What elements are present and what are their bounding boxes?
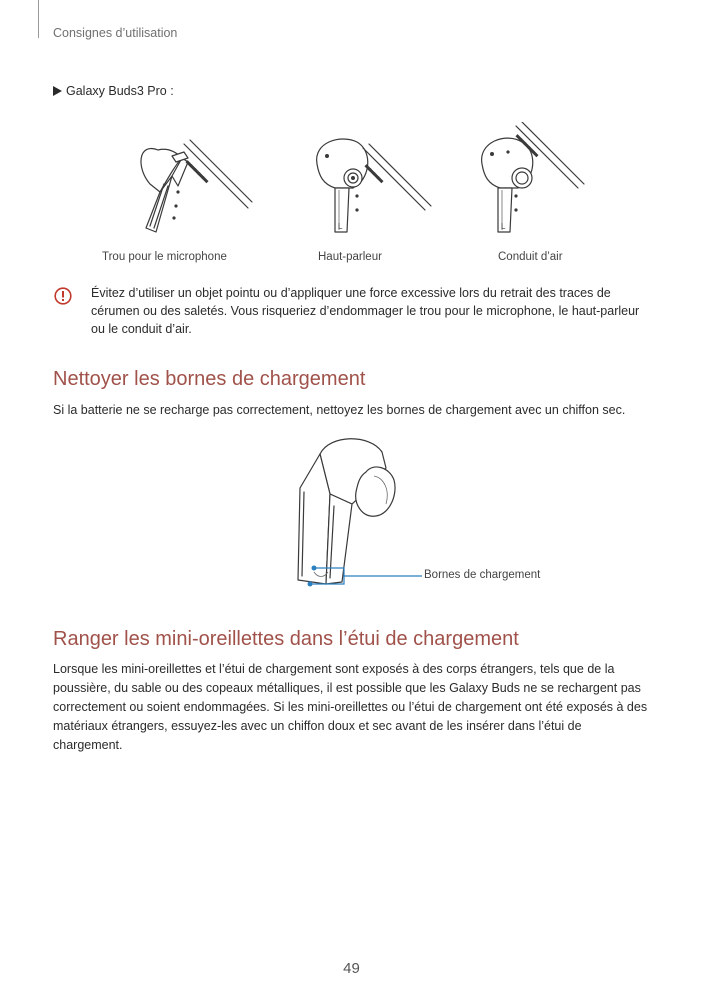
side-marking: L bbox=[338, 222, 343, 231]
earbud-charging-contacts-illustration bbox=[290, 432, 530, 592]
side-marking: L bbox=[501, 222, 506, 231]
section-heading-charging-contacts: Nettoyer les bornes de chargement bbox=[53, 368, 366, 390]
earbud-air-duct-illustration bbox=[470, 122, 585, 240]
model-label: Galaxy Buds3 Pro : bbox=[66, 84, 174, 98]
section-body-charging-contacts: Si la batterie ne se recharge pas correctement, nettoyez les bornes de chargement avec un chiffon sec. bbox=[53, 403, 626, 417]
bullet-arrow-icon bbox=[53, 86, 62, 96]
earbud-microphone-illustration bbox=[128, 128, 253, 240]
margin-rule bbox=[38, 0, 39, 38]
caption-speaker: Haut-parleur bbox=[318, 251, 382, 263]
section-body-store-earbuds: Lorsque les mini-oreillettes et l’étui de chargement sont exposés à des corps étrangers, tels que de la poussière, du sable ou des copeaux métalliques, il est possible que les Galaxy Buds ne se rechargent pas correctement ou soient endommagées. Si les mini-oreillettes ou l’étui de chargement ont été exposés à des matériaux étrangers, essuyez-les avec un chiffon doux et sec avant de les insérer dans l’étui de chargement. bbox=[53, 662, 648, 752]
caption-microphone-hole: Trou pour le microphone bbox=[102, 251, 227, 263]
earbud-speaker-illustration bbox=[305, 128, 435, 240]
section-heading-store-earbuds: Ranger les mini-oreillettes dans l’étui de chargement bbox=[53, 628, 519, 650]
warning-text: Évitez d’utiliser un objet pointu ou d’appliquer une force excessive lors du retrait des traces de cérumen ou des saletés. Vous risqueriez d’endommager le trou pour le microphone, le haut-parleur ou le conduit d’air. bbox=[91, 286, 640, 336]
caution-icon bbox=[54, 287, 72, 305]
model-line bbox=[53, 84, 174, 98]
callout-charging-contacts: Bornes de chargement bbox=[424, 569, 541, 581]
page-number: 49 bbox=[343, 960, 360, 977]
running-header: Consignes d’utilisation bbox=[53, 26, 178, 40]
caption-air-duct: Conduit d’air bbox=[498, 251, 563, 263]
